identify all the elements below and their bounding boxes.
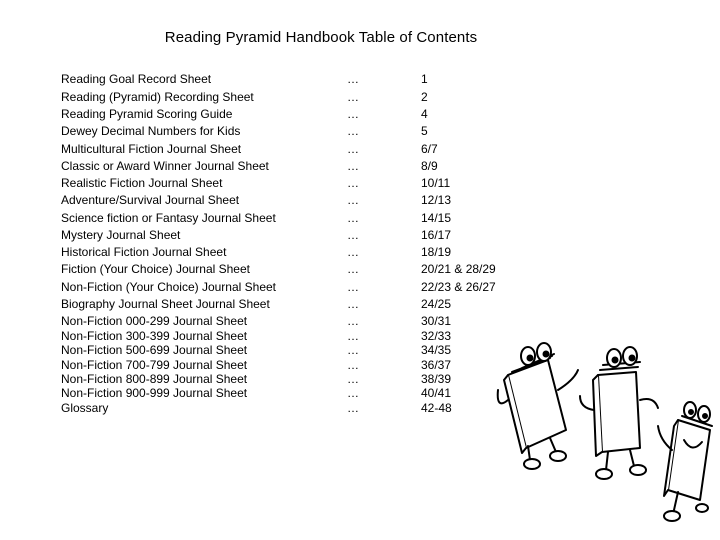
toc-entry bbox=[0, 280, 520, 295]
entry-leader: … bbox=[347, 211, 359, 225]
entry-name: Non-Fiction 500-699 Journal Sheet bbox=[61, 343, 248, 357]
entry-leader: … bbox=[347, 280, 359, 294]
entry-page: 42-48 bbox=[421, 401, 452, 415]
entry-name: Realistic Fiction Journal Sheet bbox=[61, 176, 223, 190]
toc-entry bbox=[0, 329, 520, 344]
entry-name: Historical Fiction Journal Sheet bbox=[61, 245, 227, 259]
entry-name: Dewey Decimal Numbers for Kids bbox=[61, 124, 241, 138]
dancing-books-illustration bbox=[488, 330, 720, 540]
toc-entry bbox=[0, 372, 520, 387]
toc-entry bbox=[0, 343, 520, 358]
entry-page: 32/33 bbox=[421, 329, 452, 343]
entry-leader: … bbox=[347, 386, 359, 400]
entry-leader: … bbox=[347, 297, 359, 311]
entry-name: Multicultural Fiction Journal Sheet bbox=[61, 142, 242, 156]
entry-leader: … bbox=[347, 142, 359, 156]
book-character-1 bbox=[498, 343, 578, 469]
entry-name: Glossary bbox=[61, 401, 109, 415]
entry-page: 22/23 & 26/27 bbox=[421, 280, 496, 294]
toc-entry bbox=[0, 297, 520, 312]
entry-name: Non-Fiction (Your Choice) Journal Sheet bbox=[61, 280, 276, 294]
entry-name: Science fiction or Fantasy Journal Sheet bbox=[61, 211, 276, 225]
entry-leader: … bbox=[347, 193, 359, 207]
entry-name: Reading Pyramid Scoring Guide bbox=[61, 107, 233, 121]
entry-name: Adventure/Survival Journal Sheet bbox=[61, 193, 240, 207]
entry-leader: … bbox=[347, 314, 359, 328]
entry-leader: … bbox=[347, 372, 359, 386]
entry-page: 6/7 bbox=[421, 142, 438, 156]
entry-leader: … bbox=[347, 343, 359, 357]
toc-entry bbox=[0, 386, 520, 401]
entry-name: Reading Goal Record Sheet bbox=[61, 72, 212, 86]
entry-page: 8/9 bbox=[421, 159, 438, 173]
entry-leader: … bbox=[347, 90, 359, 104]
toc-entry bbox=[0, 72, 520, 87]
entry-page: 20/21 & 28/29 bbox=[421, 262, 496, 276]
entry-page: 10/11 bbox=[421, 176, 451, 190]
entry-name: Fiction (Your Choice) Journal Sheet bbox=[61, 262, 250, 276]
toc-entry bbox=[0, 211, 520, 226]
entry-leader: … bbox=[347, 159, 359, 173]
entry-page: 24/25 bbox=[421, 297, 452, 311]
entry-name: Non-Fiction 800-899 Journal Sheet bbox=[61, 372, 248, 386]
entry-name: Non-Fiction 900-999 Journal Sheet bbox=[61, 386, 248, 400]
entry-page: 4 bbox=[421, 107, 428, 121]
entry-leader: … bbox=[347, 176, 359, 190]
entry-leader: … bbox=[347, 262, 359, 276]
toc-entry bbox=[0, 107, 520, 122]
toc-entry bbox=[0, 245, 520, 260]
entry-leader: … bbox=[347, 107, 359, 121]
entry-page: 36/37 bbox=[421, 358, 452, 372]
toc-entry bbox=[0, 90, 520, 105]
entry-page: 30/31 bbox=[421, 314, 452, 328]
entry-name: Biography Journal Sheet Journal Sheet bbox=[61, 297, 270, 311]
book-character-3 bbox=[658, 402, 712, 521]
toc-entry bbox=[0, 159, 520, 174]
entry-page: 2 bbox=[421, 90, 428, 104]
entry-page: 14/15 bbox=[421, 211, 452, 225]
entry-leader: … bbox=[347, 358, 359, 372]
entry-page: 16/17 bbox=[421, 228, 452, 242]
entry-page: 40/41 bbox=[421, 386, 452, 400]
toc-entry bbox=[0, 262, 520, 277]
entry-page: 1 bbox=[421, 72, 428, 86]
book-character-2 bbox=[580, 347, 658, 479]
page-title: Reading Pyramid Handbook Table of Contents bbox=[164, 29, 478, 46]
toc-entry bbox=[0, 176, 520, 191]
toc-entry bbox=[0, 124, 520, 139]
toc-entry bbox=[0, 314, 520, 329]
toc-entry bbox=[0, 358, 520, 373]
entry-name: Non-Fiction 300-399 Journal Sheet bbox=[61, 329, 248, 343]
toc-entry bbox=[0, 193, 520, 208]
entry-leader: … bbox=[347, 72, 359, 86]
entry-leader: … bbox=[347, 329, 359, 343]
entry-name: Reading (Pyramid) Recording Sheet bbox=[61, 90, 254, 104]
entry-leader: … bbox=[347, 245, 359, 259]
toc-entry bbox=[0, 228, 520, 243]
entry-leader: … bbox=[347, 401, 359, 415]
entry-page: 18/19 bbox=[421, 245, 452, 259]
entry-page: 34/35 bbox=[421, 343, 452, 357]
entry-leader: … bbox=[347, 124, 359, 138]
entry-name: Mystery Journal Sheet bbox=[61, 228, 181, 242]
entry-leader: … bbox=[347, 228, 359, 242]
toc-entry bbox=[0, 142, 520, 157]
toc-entry bbox=[0, 401, 520, 416]
entry-name: Non-Fiction 000-299 Journal Sheet bbox=[61, 314, 248, 328]
entry-page: 38/39 bbox=[421, 372, 452, 386]
entry-page: 12/13 bbox=[421, 193, 452, 207]
entry-page: 5 bbox=[421, 124, 428, 138]
entry-name: Classic or Award Winner Journal Sheet bbox=[61, 159, 269, 173]
entry-name: Non-Fiction 700-799 Journal Sheet bbox=[61, 358, 248, 372]
